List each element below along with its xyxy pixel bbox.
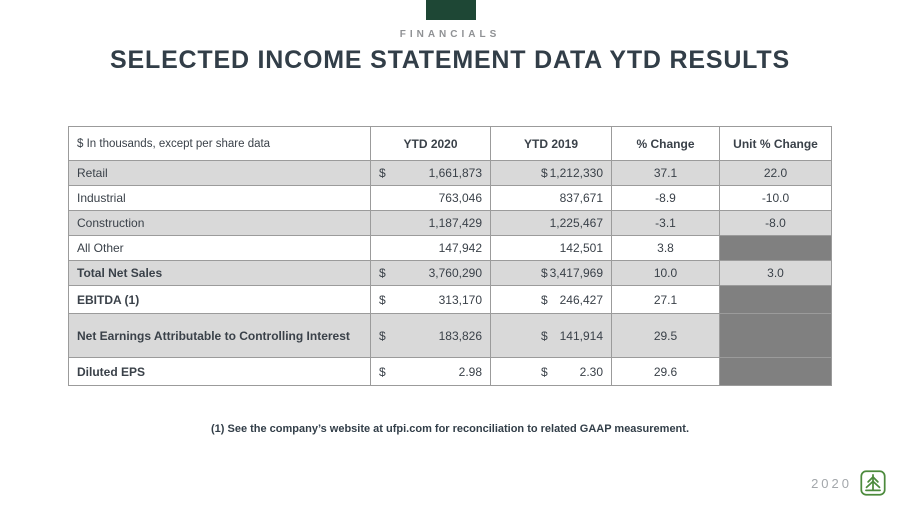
dollar-sign: $ (541, 166, 548, 180)
unit-change-cell: 22.0 (720, 161, 832, 186)
row-label: EBITDA (1) (69, 286, 371, 314)
percent-change-cell: 3.8 (612, 236, 720, 261)
table-row (69, 211, 832, 236)
amount: 763,046 (438, 191, 482, 205)
amount: 3,760,290 (428, 266, 482, 280)
unit-change-cell-empty (720, 358, 832, 386)
row-label: Retail (69, 161, 371, 186)
unit-change-cell-empty (720, 286, 832, 314)
table-row (69, 186, 832, 211)
row-label: Total Net Sales (69, 261, 371, 286)
dollar-sign: $ (379, 328, 386, 343)
unit-change-cell-empty (720, 314, 832, 358)
percent-change-cell: 29.6 (612, 358, 720, 386)
footnote: (1) See the company’s website at ufpi.com for reconciliation to related GAAP measurement. (210, 423, 689, 435)
dollar-sign: $ (379, 166, 386, 180)
dollar-sign: $ (379, 364, 386, 379)
table-row (69, 286, 832, 314)
value-cell (371, 286, 491, 314)
section-kicker: FINANCIALS (399, 29, 501, 40)
footer-year: 2020 (811, 475, 852, 491)
amount: 246,427 (559, 292, 603, 307)
amount: 2.98 (458, 364, 482, 379)
value-cell (491, 186, 612, 211)
column-header: % Change (612, 127, 720, 161)
value-cell (491, 161, 612, 186)
value-cell (491, 314, 612, 358)
value-cell (371, 236, 491, 261)
amount: 183,826 (438, 328, 482, 343)
page-title: SELECTED INCOME STATEMENT DATA YTD RESULTS (110, 46, 790, 74)
percent-change-cell: 37.1 (612, 161, 720, 186)
value-cell (371, 261, 491, 286)
brand-accent-block (426, 0, 476, 20)
unit-change-cell: -8.0 (720, 211, 832, 236)
dollar-sign: $ (541, 292, 548, 307)
percent-change-cell: 27.1 (612, 286, 720, 314)
amount: 3,417,969 (549, 266, 603, 280)
footer (811, 470, 886, 496)
row-label: Net Earnings Attributable to Controlling Interest (69, 314, 371, 358)
amount: 142,501 (559, 241, 603, 255)
column-header: YTD 2020 (371, 127, 491, 161)
table-row (69, 314, 832, 358)
value-cell (491, 236, 612, 261)
table-row (69, 161, 832, 186)
unit-change-cell: -10.0 (720, 186, 832, 211)
dollar-sign: $ (379, 292, 386, 307)
amount: 1,187,429 (428, 216, 482, 230)
percent-change-cell: -3.1 (612, 211, 720, 236)
row-label: Diluted EPS (69, 358, 371, 386)
value-cell (491, 358, 612, 386)
percent-change-cell: 10.0 (612, 261, 720, 286)
value-cell (371, 211, 491, 236)
income-statement-table (68, 126, 832, 386)
value-cell (371, 358, 491, 386)
table-row (69, 358, 832, 386)
value-cell (371, 314, 491, 358)
percent-change-cell: 29.5 (612, 314, 720, 358)
amount: 1,661,873 (428, 166, 482, 180)
value-cell (491, 261, 612, 286)
row-label: Industrial (69, 186, 371, 211)
value-cell (371, 161, 491, 186)
amount: 147,942 (438, 241, 482, 255)
tree-seal-icon (860, 470, 886, 496)
amount: 1,225,467 (549, 216, 603, 230)
amount: 141,914 (559, 328, 603, 343)
table-header-row (69, 127, 832, 161)
percent-change-cell: -8.9 (612, 186, 720, 211)
column-header: $ In thousands, except per share data (69, 127, 371, 161)
amount: 837,671 (559, 191, 603, 205)
dollar-sign: $ (541, 266, 548, 280)
unit-change-cell-empty (720, 236, 832, 261)
amount: 2.30 (579, 364, 603, 379)
table-row (69, 261, 832, 286)
column-header: YTD 2019 (491, 127, 612, 161)
row-label: All Other (69, 236, 371, 261)
value-cell (491, 211, 612, 236)
value-cell (491, 286, 612, 314)
amount: 1,212,330 (549, 166, 603, 180)
amount: 313,170 (438, 292, 482, 307)
dollar-sign: $ (541, 364, 548, 379)
value-cell (371, 186, 491, 211)
table-row (69, 236, 832, 261)
dollar-sign: $ (541, 328, 548, 343)
row-label: Construction (69, 211, 371, 236)
column-header: Unit % Change (720, 127, 832, 161)
unit-change-cell: 3.0 (720, 261, 832, 286)
dollar-sign: $ (379, 266, 386, 280)
